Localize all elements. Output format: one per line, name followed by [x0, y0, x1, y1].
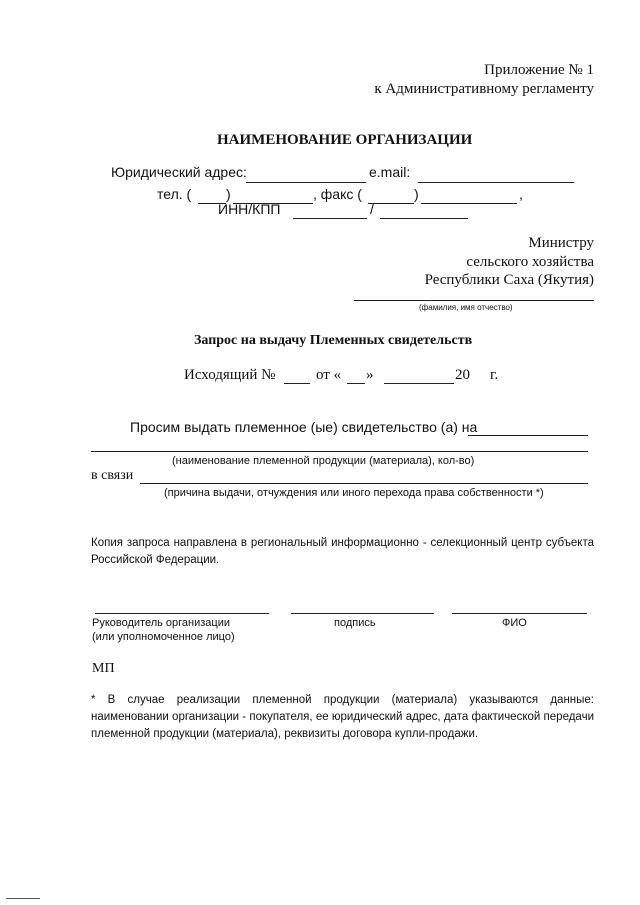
- outgoing-day-field[interactable]: [347, 383, 365, 384]
- fax-trailing-comma: ,: [519, 186, 523, 202]
- appendix-number: Приложение № 1: [484, 62, 594, 78]
- outgoing-year-suffix: г.: [490, 367, 499, 383]
- inn-kpp-slash: /: [370, 201, 374, 217]
- copy-note: Копия запроса направлена в региональный информационно - селекционный центр субъекта Российской Федерации.: [91, 537, 594, 566]
- footnote: * В случае реализации племенной продукции (материала) указываются данные: наименовании организации - покупателя, ее юридический адрес, дата фактической передачи племенной продукции (материала), реквизиты договора купли-продажи.: [91, 694, 594, 740]
- request-title: Запрос на выдачу Племенных свидетельств: [194, 333, 473, 348]
- recipient-name-field[interactable]: [354, 300, 594, 301]
- product-caption: (наименование племенной продукции (материала), кол-во): [172, 455, 475, 467]
- stamp-placeholder: МП: [92, 661, 115, 676]
- request-text: Просим выдать племенное (ые) свидетельство (а) на: [130, 419, 478, 435]
- recipient-minister: Министру: [528, 235, 594, 251]
- head-label: Руководитель организации: [92, 617, 231, 629]
- head-sublabel: (или уполномоченное лицо): [92, 631, 235, 643]
- appendix-regulation: к Административному регламенту: [374, 81, 594, 97]
- head-signature-line[interactable]: [95, 613, 269, 614]
- fio-line[interactable]: [452, 613, 587, 614]
- outgoing-number-label: Исходящий №: [184, 367, 276, 383]
- fax-label: , факс (: [313, 186, 362, 202]
- signature-label: подпись: [334, 617, 376, 629]
- outgoing-month-field[interactable]: [384, 383, 454, 384]
- signature-line[interactable]: [291, 613, 434, 614]
- outgoing-date-from: от «: [316, 367, 342, 383]
- organization-title: НАИМЕНОВАНИЕ ОРГАНИЗАЦИИ: [217, 132, 473, 148]
- inn-field[interactable]: [293, 218, 367, 219]
- email-field[interactable]: [418, 182, 574, 183]
- recipient-name-caption: (фамилия, имя отчество): [419, 303, 513, 312]
- reason-caption: (причина выдачи, отчуждения или иного перехода права собственности *): [164, 487, 544, 499]
- phone-close-paren: ): [226, 186, 231, 202]
- email-label: e.mail:: [369, 164, 411, 180]
- legal-address-field[interactable]: [246, 182, 366, 183]
- fio-label: ФИО: [502, 617, 527, 629]
- reason-field[interactable]: [140, 483, 588, 484]
- fax-number-field[interactable]: [421, 203, 517, 204]
- outgoing-year-prefix: 20: [455, 367, 470, 383]
- product-name-field[interactable]: [91, 451, 588, 452]
- kpp-field[interactable]: [380, 218, 468, 219]
- phone-label: тел. (: [157, 186, 192, 202]
- recipient-republic: Республики Саха (Якутия): [424, 272, 594, 288]
- outgoing-number-field[interactable]: [284, 383, 310, 384]
- reason-label: в связи: [91, 468, 134, 483]
- fax-code-field[interactable]: [368, 203, 414, 204]
- scan-mark: [6, 898, 40, 899]
- legal-address-label: Юридический адрес:: [111, 164, 247, 180]
- outgoing-date-quote-close: »: [366, 367, 374, 383]
- certificate-subject-field[interactable]: [468, 435, 588, 436]
- recipient-ministry: сельского хозяйства: [466, 254, 594, 270]
- fax-close-paren: ): [414, 186, 419, 202]
- inn-kpp-label: ИНН/КПП: [218, 201, 281, 217]
